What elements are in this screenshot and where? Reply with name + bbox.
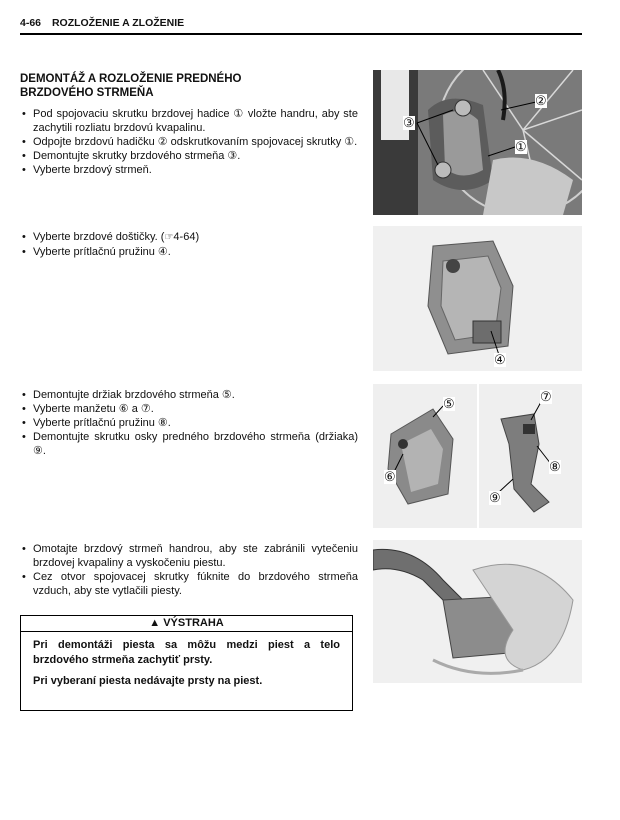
warning-box xyxy=(20,615,353,711)
callout-8: ⑧ xyxy=(549,459,561,474)
reference-arrow-icon: ☞ xyxy=(164,232,174,243)
caliper-bracket-photo xyxy=(479,384,582,528)
step: • Demontujte skrutky brzdového strmeňa ③. xyxy=(20,149,358,163)
page-number: 4-66 xyxy=(20,17,42,29)
step-list-3 xyxy=(20,388,358,458)
section-title xyxy=(20,72,280,100)
step-list-1 xyxy=(20,107,358,177)
step: • Omotajte brzdový strmeň handrou, aby ste zabránili vytečeniu brzdovej kvapaliny a vyskočeniu piestu. xyxy=(20,542,358,570)
step: • Pod spojovaciu skrutku brzdovej hadice ① vložte handru, aby ste zachytili rozliatu brzdovú kvapalinu. xyxy=(20,107,358,135)
page-header xyxy=(20,15,582,35)
step-list-2 xyxy=(20,230,358,259)
caliper-body-photo xyxy=(373,384,477,528)
callout-1: ① xyxy=(515,139,527,154)
step: • Vyberte prítlačnú pružinu ⑧. xyxy=(20,416,358,430)
step xyxy=(20,230,358,245)
section-title-line-2: BRZDOVÉHO STRMEŇA xyxy=(20,87,154,99)
callout-9: ⑨ xyxy=(489,490,501,505)
warning-label: VÝSTRAHA xyxy=(163,617,224,629)
callout-7: ⑦ xyxy=(540,389,552,404)
callout-3: ③ xyxy=(403,115,415,130)
caliper-on-wheel-photo xyxy=(373,70,582,215)
chapter-title: ROZLOŽENIE A ZLOŽENIE xyxy=(51,17,185,29)
step: • Vyberte manžetu ⑥ a ⑦. xyxy=(20,402,358,416)
caliper-pads-photo xyxy=(373,226,582,371)
callout-4: ④ xyxy=(494,352,506,367)
step: • Vyberte prítlačnú pružinu ④. xyxy=(20,245,358,259)
warning-header xyxy=(21,616,352,632)
piston-removal-photo xyxy=(373,540,582,683)
step-list-4 xyxy=(20,542,358,598)
step: • Demontujte držiak brzdového strmeňa ⑤. xyxy=(20,388,358,402)
step: • Cez otvor spojovacej skrutky fúknite do brzdového strmeňa vzduch, aby ste vytlačili piesty. xyxy=(20,570,358,598)
step: • Odpojte brzdovú hadičku ② odskrutkovaním spojovacej skrutky ①. xyxy=(20,135,358,149)
section-title-line-1: DEMONTÁŽ A ROZLOŽENIE PREDNÉHO xyxy=(20,73,242,85)
step: • Demontujte skrutku osky predného brzdového strmeňa (držiaka) ⑨. xyxy=(20,430,358,458)
warning-text-2: Pri vyberaní piesta nedávajte prsty na piest. xyxy=(33,675,263,687)
warning-triangle-icon: ▲ xyxy=(149,617,161,629)
callout-6: ⑥ xyxy=(384,469,396,484)
warning-text-1: Pri demontáži piesta sa môžu medzi piest a telo brzdového strmeňa zachytiť prsty. xyxy=(33,639,340,666)
callout-5: ⑤ xyxy=(443,396,455,411)
page-reference[interactable]: 4-64) xyxy=(173,231,200,243)
callout-2: ② xyxy=(535,93,547,108)
step-text: Vyberte brzdové doštičky. ( xyxy=(33,231,165,243)
step: • Vyberte brzdový strmeň. xyxy=(20,163,358,177)
